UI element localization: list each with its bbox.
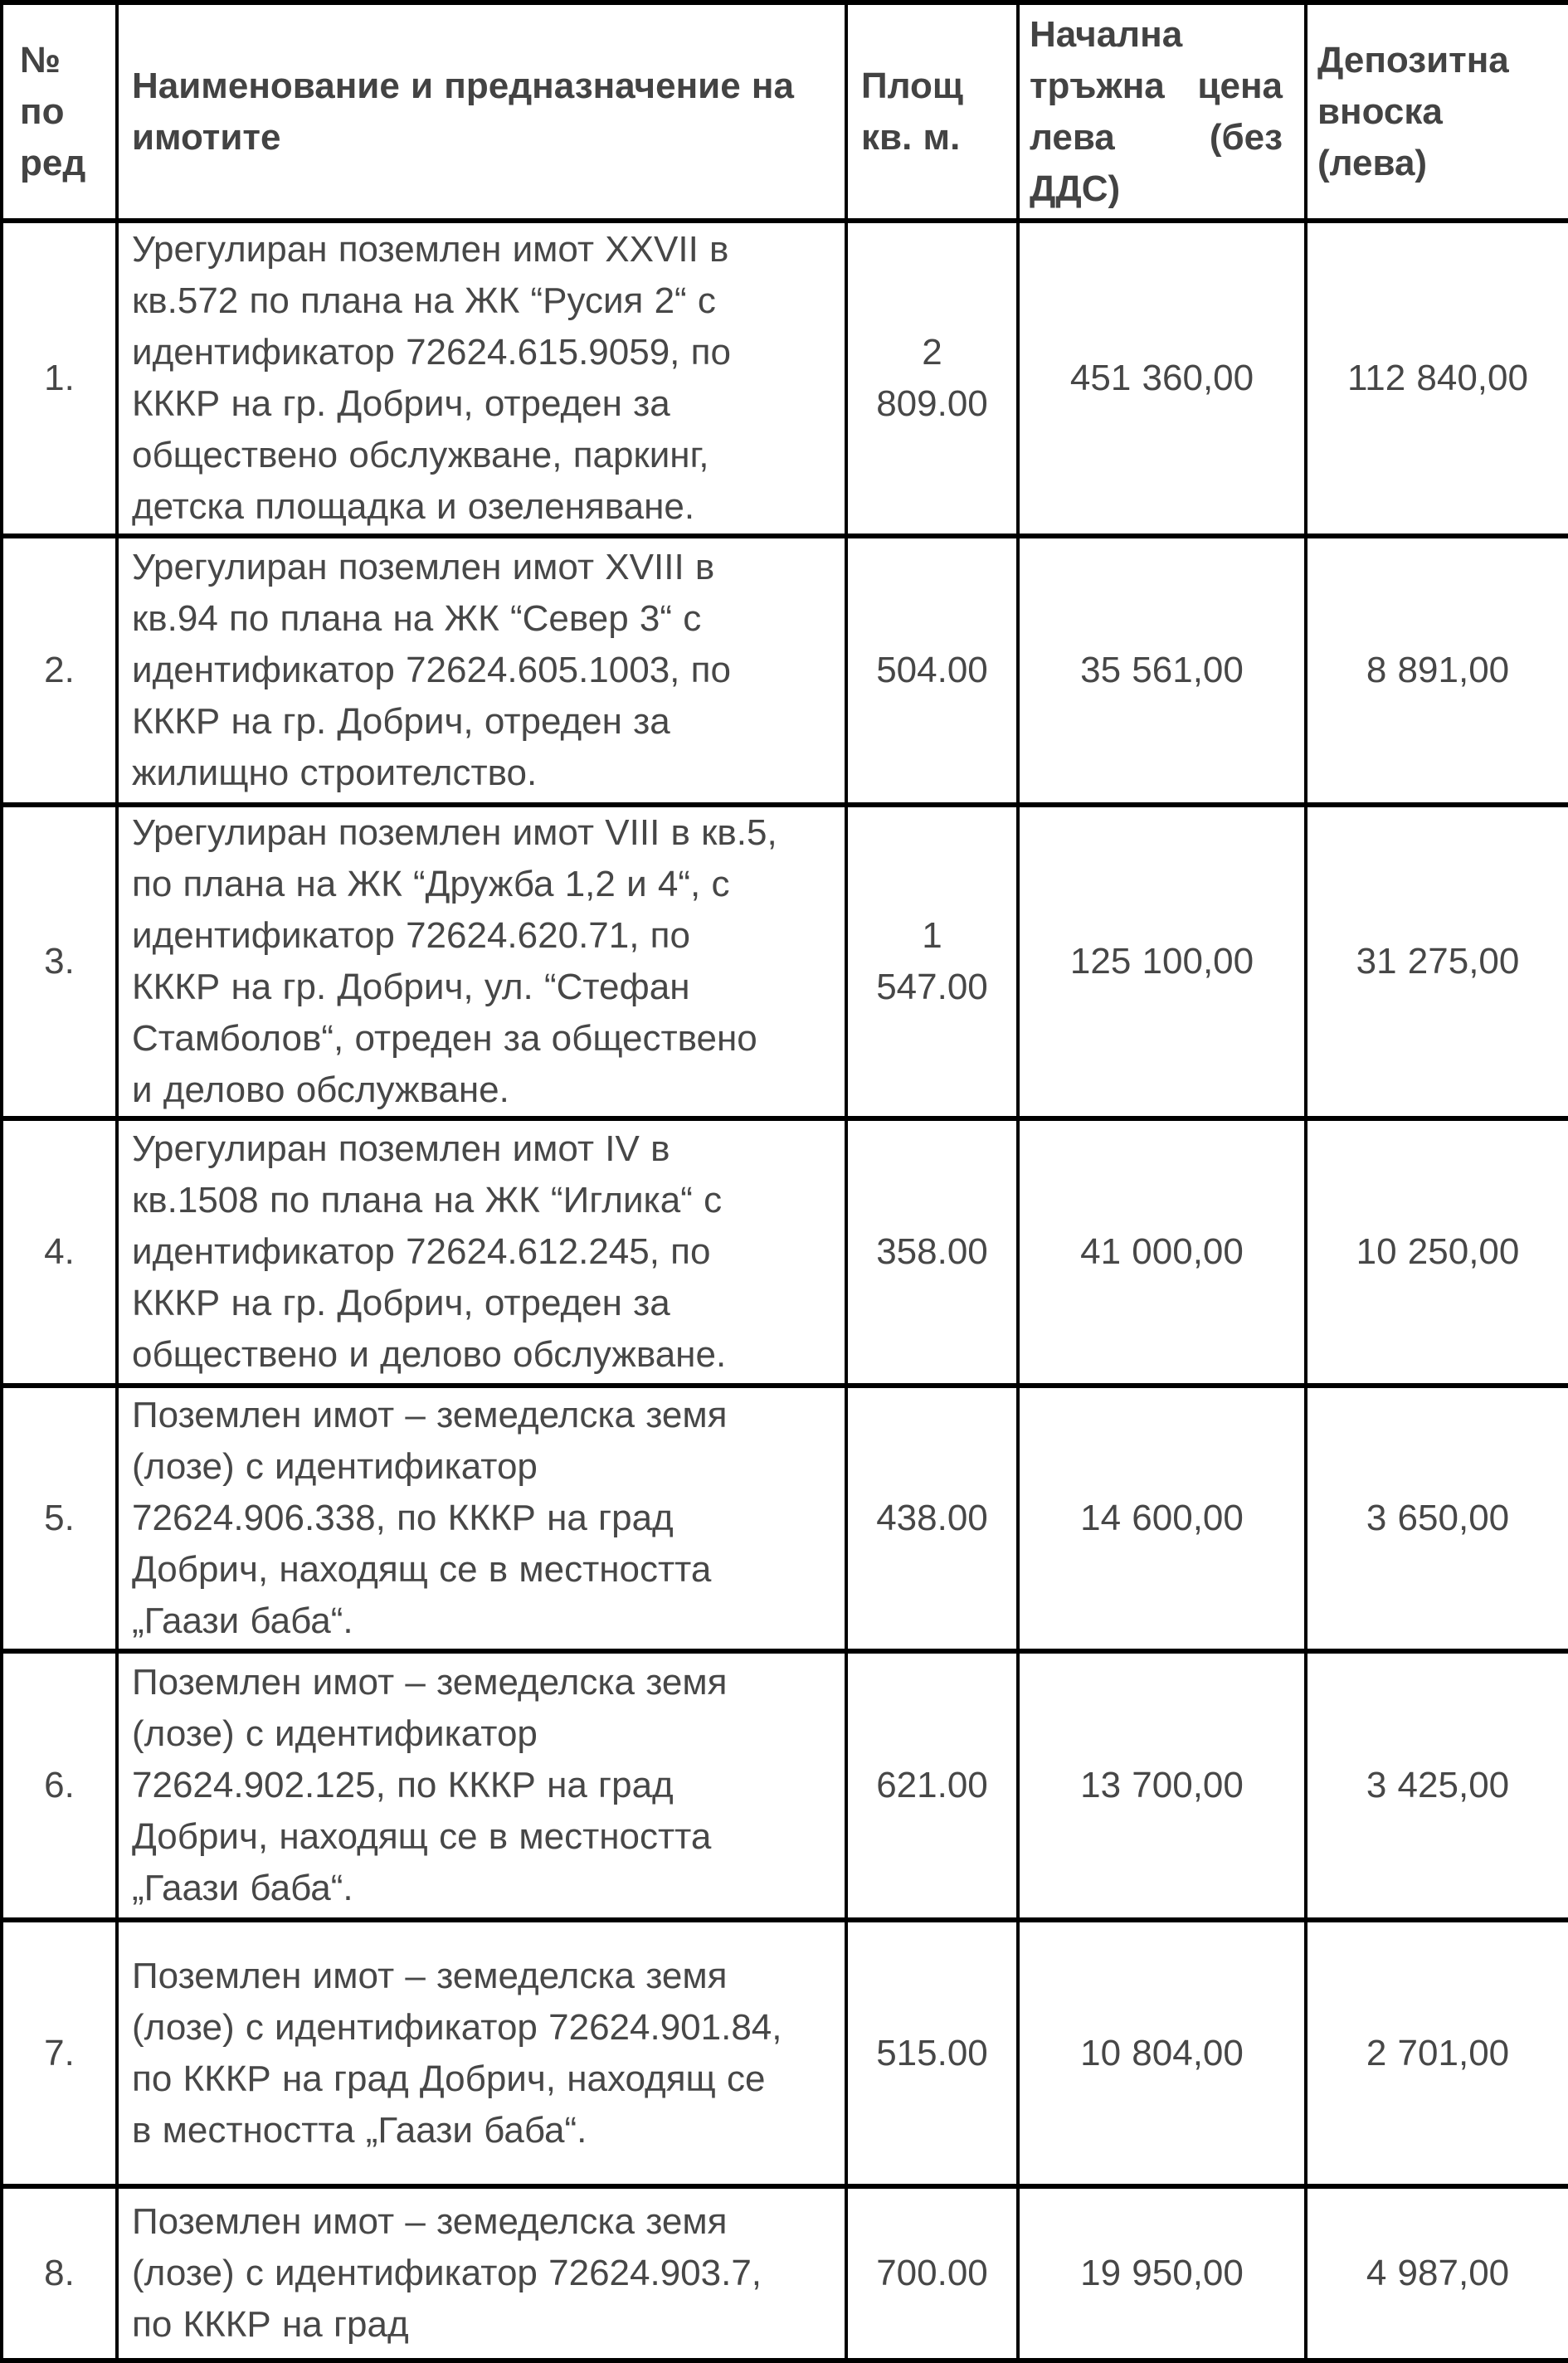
table-row: [2, 1386, 1568, 1651]
row-number-cell: 6.: [2, 1651, 117, 1920]
description-cell: Урегулиран поземлен имот VIII в кв.5, по плана на ЖК “Дружба 1,2 и 4“, с идентификатор 72624.620.71, по КККР на гр. Добрич, ул. “Стефан Стамболов“, отреден за обществено и делово обслужване.: [117, 805, 846, 1118]
start-price-cell: 19 950,00: [1018, 2186, 1306, 2361]
header-start-price: Начална тръжна цена лева (без ДДС): [1018, 2, 1306, 221]
description-cell: Поземлен имот – земеделска земя (лозе) с идентификатор 72624.906.338, по КККР на град Добрич, находящ се в местността „Гаази баба“.: [117, 1386, 846, 1651]
deposit-cell: 31 275,00: [1306, 805, 1568, 1118]
header-area: Площ кв. м.: [846, 2, 1018, 221]
row-number-cell: 3.: [2, 805, 117, 1118]
start-price-cell: 13 700,00: [1018, 1651, 1306, 1920]
deposit-cell: 112 840,00: [1306, 221, 1568, 536]
table-row: [2, 1118, 1568, 1386]
description-cell: Поземлен имот – земеделска земя (лозе) с идентификатор 72624.902.125, по КККР на град Добрич, находящ се в местността „Гаази баба“.: [117, 1651, 846, 1920]
deposit-cell: 4 987,00: [1306, 2186, 1568, 2361]
header-row-number: № по ред: [2, 2, 117, 221]
start-price-cell: 35 561,00: [1018, 536, 1306, 805]
start-price-cell: 10 804,00: [1018, 1920, 1306, 2186]
description-cell: Поземлен имот – земеделска земя (лозе) с идентификатор 72624.901.84, по КККР на град Добрич, находящ се в местността „Гаази баба“.: [117, 1920, 846, 2186]
area-cell: 1 547.00: [846, 805, 1018, 1118]
deposit-cell: 3 425,00: [1306, 1651, 1568, 1920]
description-cell: Урегулиран поземлен имот XVIII в кв.94 по плана на ЖК “Север 3“ с идентификатор 72624.605.1003, по КККР на гр. Добрич, отреден за жилищно строителство.: [117, 536, 846, 805]
start-price-cell: 451 360,00: [1018, 221, 1306, 536]
deposit-cell: 8 891,00: [1306, 536, 1568, 805]
deposit-cell: 2 701,00: [1306, 1920, 1568, 2186]
start-price-cell: 14 600,00: [1018, 1386, 1306, 1651]
start-price-cell: 41 000,00: [1018, 1118, 1306, 1386]
header-description: Наименование и предназначение на имотите: [117, 2, 846, 221]
deposit-cell: 10 250,00: [1306, 1118, 1568, 1386]
area-cell: 515.00: [846, 1920, 1018, 2186]
table-row: [2, 1920, 1568, 2186]
table-row: [2, 2186, 1568, 2361]
table-row: [2, 221, 1568, 536]
table-row: [2, 805, 1568, 1118]
row-number-cell: 7.: [2, 1920, 117, 2186]
description-cell: Урегулиран поземлен имот XXVII в кв.572 по плана на ЖК “Русия 2“ с идентификатор 72624.615.9059, по КККР на гр. Добрич, отреден за обществено обслужване, паркинг, детска площадка и озеленяване.: [117, 221, 846, 536]
area-cell: 700.00: [846, 2186, 1018, 2361]
area-cell: 438.00: [846, 1386, 1018, 1651]
area-cell: 2 809.00: [846, 221, 1018, 536]
table-row: [2, 1651, 1568, 1920]
area-cell: 504.00: [846, 536, 1018, 805]
start-price-cell: 125 100,00: [1018, 805, 1306, 1118]
deposit-cell: 3 650,00: [1306, 1386, 1568, 1651]
row-number-cell: 5.: [2, 1386, 117, 1651]
row-number-cell: 2.: [2, 536, 117, 805]
description-cell: Поземлен имот – земеделска земя (лозе) с идентификатор 72624.903.7, по КККР на град: [117, 2186, 846, 2361]
area-cell: 621.00: [846, 1651, 1018, 1920]
description-cell: Урегулиран поземлен имот IV в кв.1508 по плана на ЖК “Иглика“ с идентификатор 72624.612.245, по КККР на гр. Добрич, отреден за обществено и делово обслужване.: [117, 1118, 846, 1386]
header-deposit: Депозитна вноска (лева): [1306, 2, 1568, 221]
row-number-cell: 8.: [2, 2186, 117, 2361]
table-header-row: [2, 2, 1568, 221]
table-row: [2, 536, 1568, 805]
area-cell: 358.00: [846, 1118, 1018, 1386]
row-number-cell: 4.: [2, 1118, 117, 1386]
row-number-cell: 1.: [2, 221, 117, 536]
